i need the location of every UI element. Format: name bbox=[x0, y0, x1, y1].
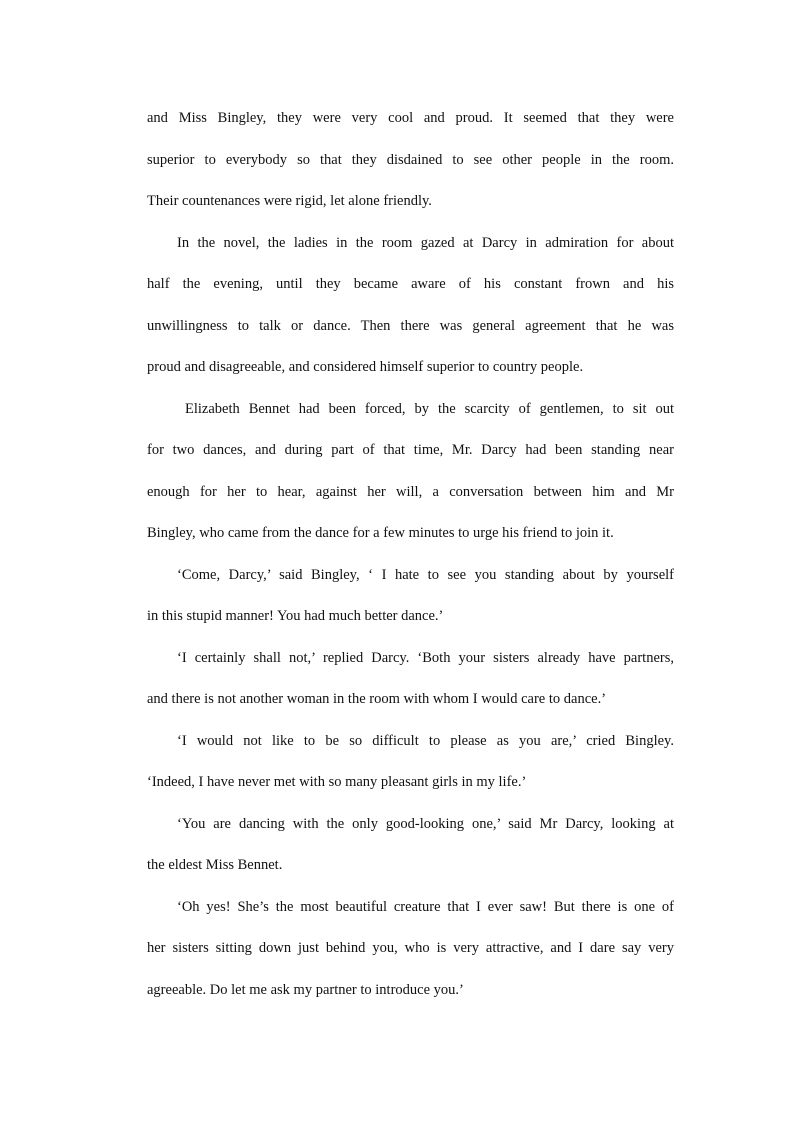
text-line: Bingley, who came from the dance for a few minutes to urge his friend to join it. bbox=[147, 525, 614, 541]
text-line: ‘You are dancing with the only good-looking one,’ said Mr Darcy, looking at bbox=[177, 816, 674, 832]
text-line: ‘Indeed, I have never met with so many pleasant girls in my life.’ bbox=[147, 774, 527, 790]
text-line: her sisters sitting down just behind you, who is very attractive, and I dare say very bbox=[147, 940, 674, 956]
text-line: ‘I certainly shall not,’ replied Darcy. ‘Both your sisters already have partners, bbox=[177, 650, 674, 666]
text-line: and there is not another woman in the room with whom I would care to dance.’ bbox=[147, 691, 607, 707]
text-line: agreeable. Do let me ask my partner to introduce you.’ bbox=[147, 982, 464, 998]
text-line: and Miss Bingley, they were very cool and proud. It seemed that they were bbox=[147, 110, 674, 126]
text-line: ‘I would not like to be so difficult to please as you are,’ cried Bingley. bbox=[177, 733, 674, 749]
text-line: unwillingness to talk or dance. Then there was general agreement that he was bbox=[147, 318, 674, 334]
text-line: superior to everybody so that they disdained to see other people in the room. bbox=[147, 152, 674, 168]
text-line: Elizabeth Bennet had been forced, by the scarcity of gentlemen, to sit out bbox=[185, 401, 674, 417]
text-line: In the novel, the ladies in the room gazed at Darcy in admiration for about bbox=[177, 235, 674, 251]
text-line: ‘Come, Darcy,’ said Bingley, ‘ I hate to see you standing about by yourself bbox=[177, 567, 674, 583]
text-line: half the evening, until they became aware of his constant frown and his bbox=[147, 276, 674, 292]
text-line: ‘Oh yes! She’s the most beautiful creature that I ever saw! But there is one of bbox=[177, 899, 674, 915]
text-line: proud and disagreeable, and considered himself superior to country people. bbox=[147, 359, 584, 375]
text-line: Their countenances were rigid, let alone friendly. bbox=[147, 193, 432, 209]
text-line: the eldest Miss Bennet. bbox=[147, 857, 283, 873]
text-line: for two dances, and during part of that time, Mr. Darcy had been standing near bbox=[147, 442, 674, 458]
text-line: enough for her to hear, against her will, a conversation between him and Mr bbox=[147, 484, 674, 500]
text-line: in this stupid manner! You had much better dance.’ bbox=[147, 608, 444, 624]
